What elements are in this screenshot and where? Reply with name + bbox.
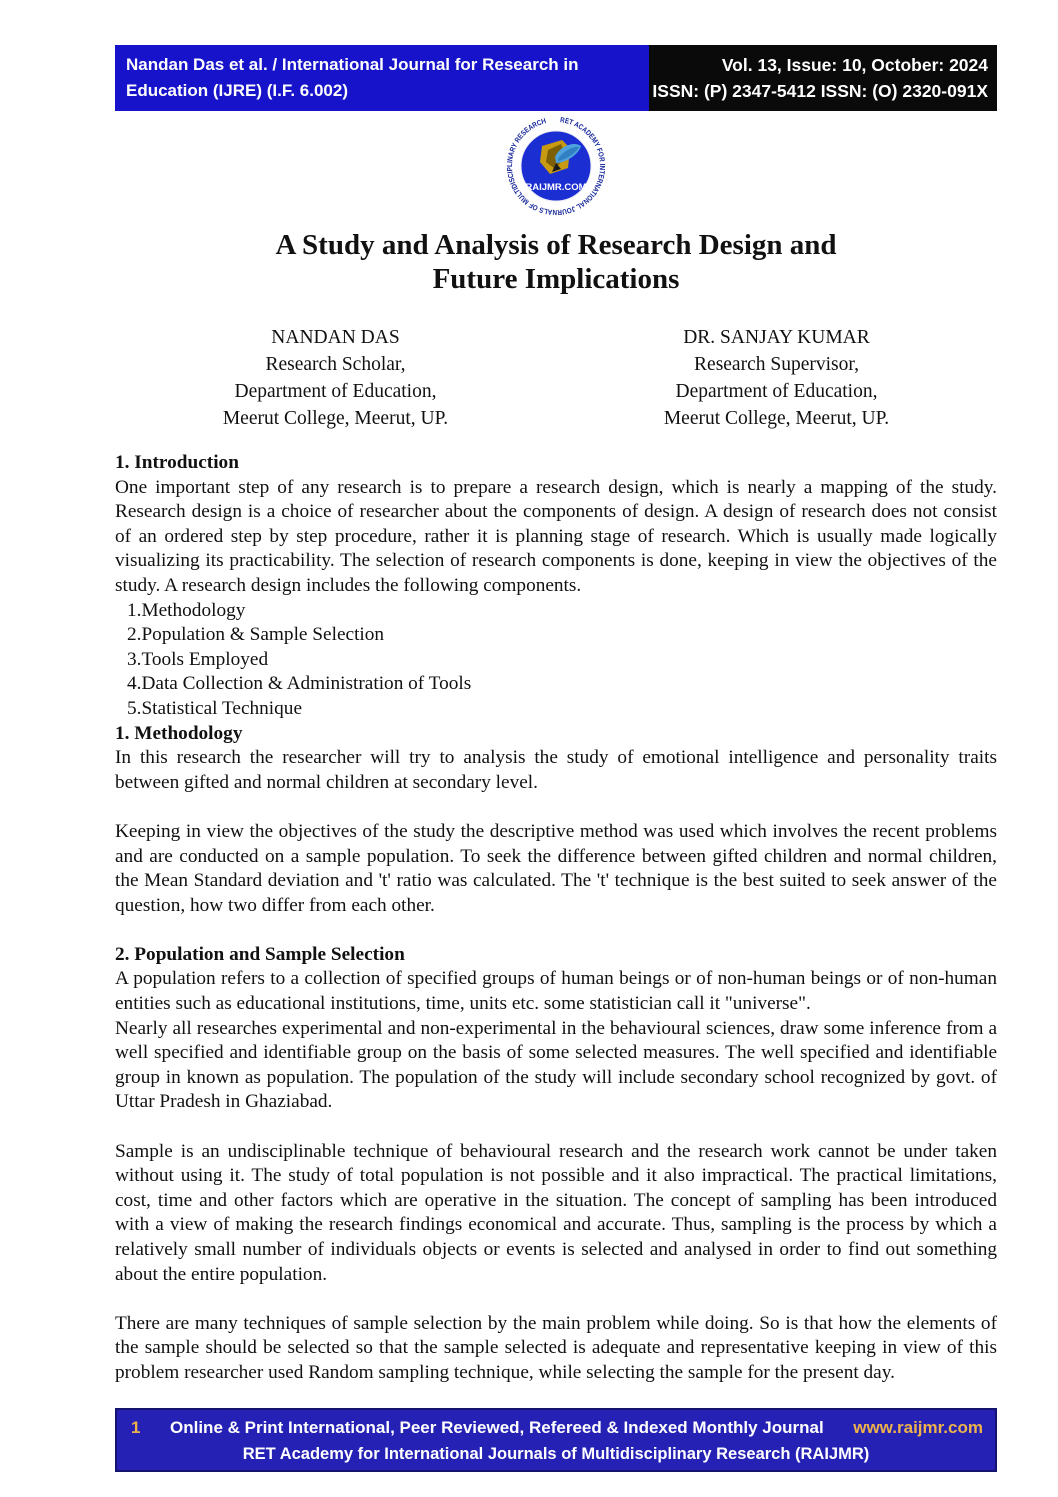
journal-page	[115, 45, 997, 1463]
population-paragraph-4: There are many techniques of sample selection by the main problem while doing. So is that how the elements of the sample should be selected so that the sample selected is adequate and representative keeping in view of this problem researcher used Random sampling technique, while selecting the sample for the present day.	[115, 1312, 997, 1383]
logo-ring-text: RET ACADEMY FOR INTERNATIONAL JOURNALS OF MULTIDISCIPLINARY RESEARCH	[504, 115, 608, 218]
header-citation	[115, 45, 649, 111]
methodology-paragraph-1: In this research the researcher will try to analysis the study of emotional intelligence and personality traits between gifted and normal children at secondary level.	[115, 747, 997, 793]
list-item: 1.Methodology	[127, 599, 246, 621]
author-2-dept: Department of Education,	[675, 381, 878, 402]
paper-title	[115, 228, 997, 296]
footer-row-1	[117, 1410, 995, 1441]
header-issn: ISSN: (P) 2347-5412 ISSN: (O) 2320-091X	[652, 81, 988, 101]
population-paragraph-1: A population refers to a collection of specified groups of human beings or of non-human beings or of non-human entities such as educational institutions, time, units etc. some statistician call it "universe".	[115, 968, 997, 1015]
section-heading-methodology: 1. Methodology	[115, 722, 243, 744]
authors-block	[115, 324, 997, 432]
paragraph-spacer	[115, 918, 997, 943]
paragraph-spacer	[115, 1115, 997, 1140]
author-2-college: Meerut College, Meerut, UP.	[663, 408, 890, 429]
footer-website-link[interactable]: www.raijmr.com	[853, 1418, 983, 1437]
logo-site-text: RAIJMR.COM	[525, 182, 587, 193]
list-item: 2.Population & Sample Selection	[127, 624, 385, 646]
author-1-role: Research Scholar,	[265, 354, 406, 375]
header-citation-line2: Education (IJRE) (I.F. 6.002)	[126, 81, 348, 100]
header-issue-info	[649, 45, 997, 111]
header-citation-line1: Nandan Das et al. / International Journal for Research in	[126, 55, 579, 74]
article-body	[115, 451, 997, 1386]
paragraph-spacer	[115, 795, 997, 820]
design-components-list	[115, 599, 997, 722]
section-heading-population: 2. Population and Sample Selection	[115, 943, 405, 965]
population-paragraph-3: Sample is an undisciplinable technique of behavioural research and the research work cannot be under taken without using it. The study of total population is not possible and it also impractical. The practical limitations, cost, time and other factors which are operative in the situation. The concept of sampling has been introduced with a view of making the research findings economical and accurate. Thus, sampling is the process by which a relatively small number of individuals objects or events is selected and analysed in order to find out something about the entire population.	[115, 1140, 997, 1285]
author-1-college: Meerut College, Meerut, UP.	[222, 408, 449, 429]
author-2-name: DR. SANJAY KUMAR	[683, 327, 870, 348]
author-1-dept: Department of Education,	[234, 381, 437, 402]
list-item: 4.Data Collection & Administration of Tools	[127, 673, 472, 695]
population-paragraph-2: Nearly all researches experimental and non-experimental in the behavioural sciences, draw some inference from a well specified and identifiable group on the basis of some selected measures. The well specified and identifiable group in known as population. The population of the study will include secondary school recognized by govt. of Uttar Pradesh in Ghaziabad.	[115, 1017, 997, 1113]
methodology-paragraph-2: Keeping in view the objectives of the study the descriptive method was used which involves the recent problems and are conducted on a sample population. To seek the difference between gifted children and normal children, the Mean Standard deviation and 't' ratio was calculated. The 't' technique is the best suited to seek answer of the question, how two differ from each other.	[115, 820, 997, 916]
footer-academy-name: RET Academy for International Journals of Multidisciplinary Research (RAIJMR)	[242, 1445, 870, 1463]
paper-title-line2: Future Implications	[432, 263, 680, 295]
footer-journal-tagline: Online & Print International, Peer Reviewed, Refereed & Indexed Monthly Journal	[170, 1418, 824, 1437]
paragraph-spacer	[115, 1287, 997, 1312]
paper-title-line1: A Study and Analysis of Research Design and	[275, 229, 837, 261]
logo-row	[115, 113, 997, 219]
introduction-paragraph: One important step of any research is to prepare a research design, which is nearly a mapping of the study. Research design is a choice of researcher about the components of design. A design of research does not consist of an ordered step by step procedure, rather it is planning stage of research. Which is usually made logically visualizing its practicability. The selection of research components is done, keeping in view the objectives of the study. A research design includes the following components.	[115, 476, 997, 596]
author-2-role: Research Supervisor,	[694, 354, 859, 375]
header-volume-issue: Vol. 13, Issue: 10, October: 2024	[721, 55, 988, 75]
page-header	[115, 45, 997, 111]
author-2	[556, 324, 997, 432]
list-item: 3.Tools Employed	[127, 648, 269, 670]
list-item: 5.Statistical Technique	[127, 697, 302, 719]
raijmr-logo	[503, 113, 609, 219]
page-footer	[115, 1408, 997, 1472]
section-heading-introduction: 1. Introduction	[115, 452, 239, 473]
author-1-name: NANDAN DAS	[271, 327, 400, 348]
page-number: 1	[131, 1418, 141, 1437]
author-1	[115, 324, 556, 432]
